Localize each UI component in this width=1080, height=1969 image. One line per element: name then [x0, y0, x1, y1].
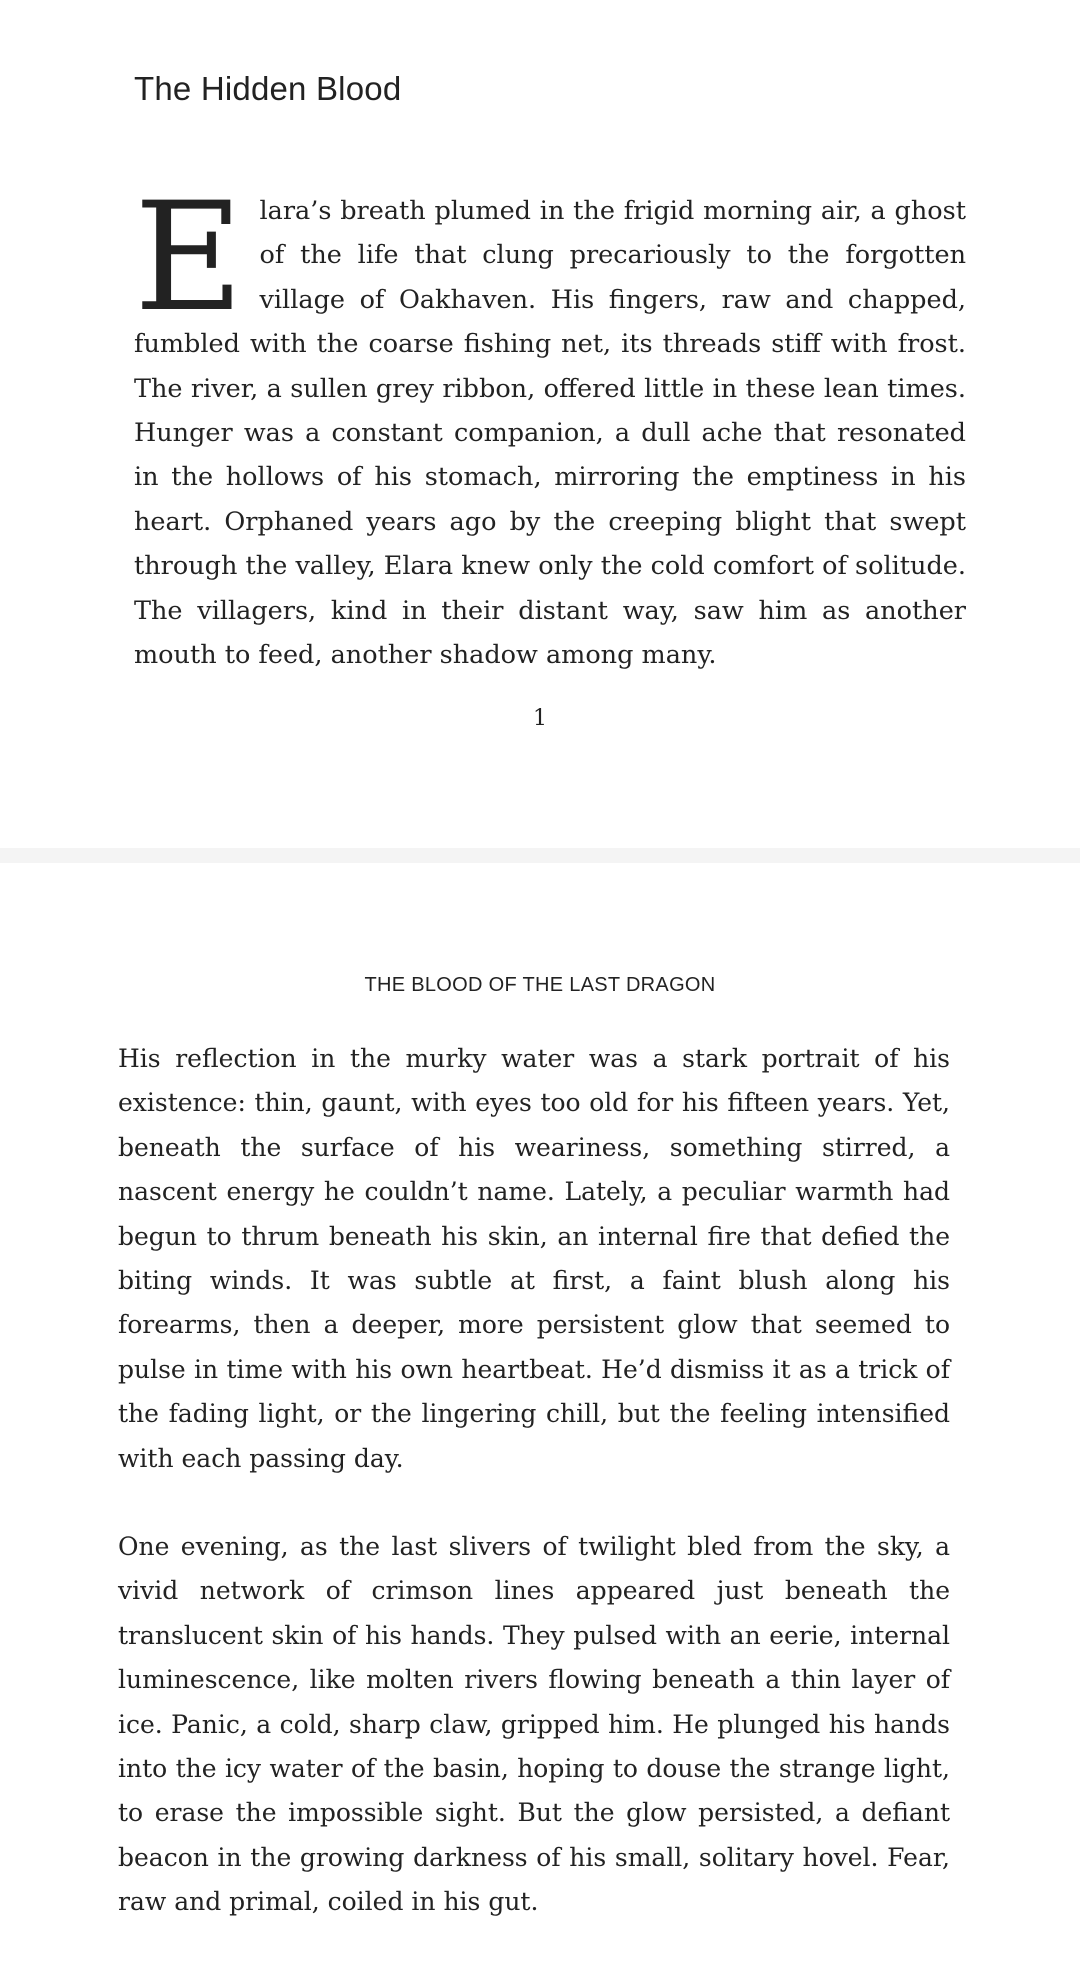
page-separator: [0, 848, 1080, 863]
paragraph: One evening, as the last slivers of twilight bled from the sky, a vivid network of crimson lines appeared just beneath the translucent skin of his hands. They pulsed with an eerie, internal luminescence, like molten rivers flowing beneath a thin layer of ice. Panic, a cold, sharp claw, gripped him. He plunged his hands into the icy water of the basin, hoping to douse the strange light, to erase the impossible sight. But the glow persisted, a defiant beacon in the growing darkness of his small, solitary hovel. Fear, raw and primal, coiled in his gut.: [118, 1532, 950, 1917]
running-header: THE BLOOD OF THE LAST DRAGON: [364, 974, 716, 996]
paragraph: His reflection in the murky water was a stark portrait of his existence: thin, gaunt, with eyes too old for his fifteen years. Yet, beneath the surface of his weariness, something stirred, a nascent energy he couldn’t name. Lately, a peculiar warmth had begun to thrum beneath his skin, an internal fire that defied the biting winds. It was subtle at first, a faint blush along his forearms, then a deeper, more persistent glow that seemed to pulse in time with his own heartbeat. He’d dismiss it as a trick of the fading light, or the lingering chill, but the feeling intensified with each passing day.: [118, 1044, 950, 1473]
page-number: 1: [533, 706, 547, 731]
reader-page-2: [0, 863, 1080, 1969]
reader-page-1: [0, 0, 1080, 848]
drop-cap: E: [134, 171, 244, 345]
paragraph: [134, 171, 966, 677]
paragraph-text: lara’s breath plumed in the frigid morning air, a ghost of the life that clung precariously to the forgotten village of Oakhaven. His fingers, raw and chapped, fumbled with the coarse fishing net, its threads stiff with frost. The river, a sullen grey ribbon, offered little in these lean times. Hunger was a constant companion, a dull ache that resonated in the hollows of his stomach, mirroring the emptiness in his heart. Orphaned years ago by the creeping blight that swept through the valley, Elara knew only the cold comfort of solitude. The villagers, kind in their distant way, saw him as another mouth to feed, another shadow among many.: [134, 196, 966, 671]
chapter-title: The Hidden Blood: [134, 70, 402, 107]
